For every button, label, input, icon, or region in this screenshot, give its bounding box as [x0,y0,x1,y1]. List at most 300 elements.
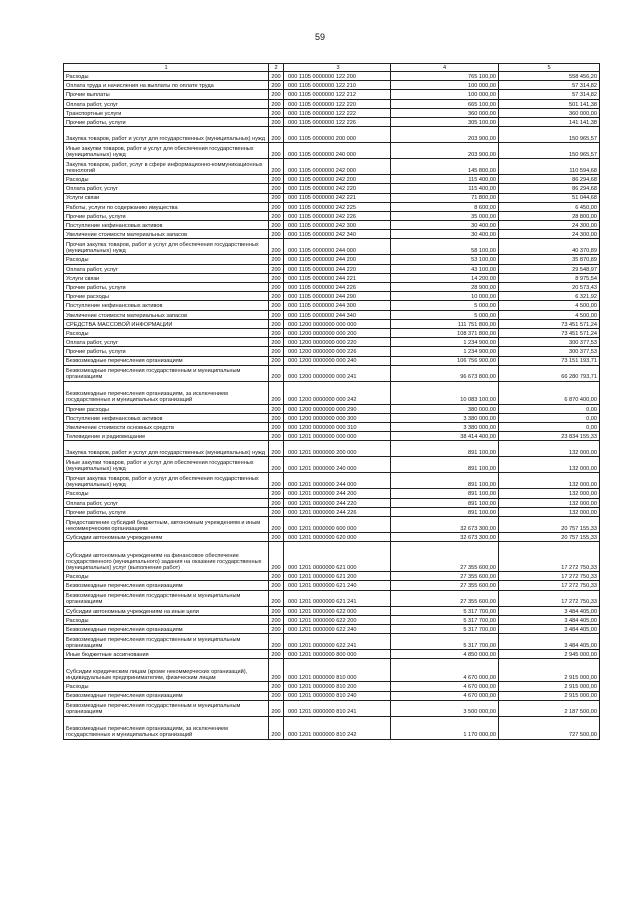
row-name-cell: Увеличение стоимости материальных запасов [64,230,269,239]
row-executed-amount-cell: 132 000,00 [499,441,600,457]
row-name-cell: Увеличение стоимости материальных запасов [64,310,269,319]
row-name-cell: Прочие работы, услуги [64,347,269,356]
row-approved-amount-cell: 100 000,00 [391,90,499,99]
row-name-cell: Безвозмездные перечисления государственным и муниципальным организациям [64,700,269,716]
row-code-cell: 200 [269,239,284,255]
table-row [64,356,600,365]
table-row [64,127,600,143]
row-approved-amount-cell: 4 670 000,00 [391,691,499,700]
row-code-cell: 200 [269,202,284,211]
row-approved-amount-cell: 27 355 600,00 [391,572,499,581]
row-name-cell: Закупка товаров, работ и услуг для государственных (муниципальных) нужд [64,127,269,143]
row-executed-amount-cell: 57 314,82 [499,81,600,90]
row-budget-code-cell: 000 1200 0000000 000 241 [284,365,391,381]
row-executed-amount-cell: 35 870,89 [499,255,600,264]
table-row [64,230,600,239]
row-approved-amount-cell: 108 371 800,00 [391,328,499,337]
row-executed-amount-cell: 20 757 155,33 [499,533,600,542]
row-code-cell: 200 [269,338,284,347]
row-executed-amount-cell: 23 834 155,33 [499,432,600,441]
row-code-cell: 200 [269,230,284,239]
row-name-cell: Закупка товаров, работ и услуг для государственных (муниципальных) нужд [64,441,269,457]
row-code-cell: 200 [269,356,284,365]
row-code-cell: 200 [269,81,284,90]
row-code-cell: 200 [269,310,284,319]
row-approved-amount-cell: 1 170 000,00 [391,716,499,739]
row-code-cell: 200 [269,533,284,542]
row-approved-amount-cell: 100 000,00 [391,81,499,90]
row-approved-amount-cell: 32 673 300,00 [391,533,499,542]
row-approved-amount-cell: 891 100,00 [391,498,499,507]
table-row [64,159,600,175]
row-budget-code-cell: 000 1200 0000000 000 290 [284,404,391,413]
row-code-cell: 200 [269,716,284,739]
row-budget-code-cell: 000 1105 0000000 122 226 [284,117,391,126]
row-approved-amount-cell: 4 670 000,00 [391,682,499,691]
table-row [64,310,600,319]
row-code-cell: 200 [269,572,284,581]
row-code-cell: 200 [269,221,284,230]
row-name-cell: Безвозмездные перечисления государственным и муниципальным организациям [64,590,269,606]
row-approved-amount-cell: 4 850 000,00 [391,650,499,659]
row-budget-code-cell: 000 1105 0000000 242 200 [284,175,391,184]
row-budget-code-cell: 000 1201 0000000 621 240 [284,581,391,590]
row-approved-amount-cell: 305 100,00 [391,117,499,126]
row-executed-amount-cell: 501 141,38 [499,99,600,108]
row-executed-amount-cell: 300 377,53 [499,338,600,347]
row-approved-amount-cell: 27 355 600,00 [391,542,499,572]
table-row [64,273,600,282]
row-budget-code-cell: 000 1201 0000000 622 000 [284,606,391,615]
row-executed-amount-cell: 300 377,53 [499,347,600,356]
table-row [64,457,600,473]
row-name-cell: Поступление нефинансовых активов [64,221,269,230]
table-row [64,365,600,381]
table-row [64,221,600,230]
row-budget-code-cell: 000 1105 0000000 122 222 [284,108,391,117]
row-name-cell: Безвозмездные перечисления государственным и муниципальным организациям [64,365,269,381]
row-approved-amount-cell: 5 000,00 [391,301,499,310]
row-name-cell: Расходы [64,615,269,624]
row-name-cell: Прочая закупка товаров, работ и услуг для обеспечения государственных (муниципальных) нужд [64,239,269,255]
table-row [64,624,600,633]
row-executed-amount-cell: 141 141,38 [499,117,600,126]
row-approved-amount-cell: 665 100,00 [391,99,499,108]
row-code-cell: 200 [269,441,284,457]
row-name-cell: Расходы [64,682,269,691]
row-name-cell: Оплата работ, услуг [64,338,269,347]
row-budget-code-cell: 000 1201 0000000 622 240 [284,624,391,633]
row-approved-amount-cell: 8 600,00 [391,202,499,211]
row-name-cell: Безвозмездные перечисления организациям [64,581,269,590]
table-row [64,347,600,356]
row-name-cell: Расходы [64,328,269,337]
row-executed-amount-cell: 66 280 793,71 [499,365,600,381]
row-executed-amount-cell: 20 757 155,33 [499,517,600,533]
table-row [64,590,600,606]
column-header: 4 [391,64,499,72]
table-row [64,117,600,126]
row-approved-amount-cell: 43 100,00 [391,264,499,273]
table-row [64,542,600,572]
row-name-cell: Расходы [64,72,269,81]
row-approved-amount-cell: 38 414 400,00 [391,432,499,441]
table-header-row [64,64,600,72]
row-code-cell: 200 [269,143,284,159]
row-name-cell: Предоставление субсидий бюджетным, автономным учреждениям и иным некоммерческим организациям [64,517,269,533]
row-executed-amount-cell: 132 000,00 [499,498,600,507]
row-budget-code-cell: 000 1201 0000000 810 240 [284,691,391,700]
row-code-cell: 200 [269,159,284,175]
row-budget-code-cell: 000 1201 0000000 810 000 [284,659,391,682]
table-row [64,255,600,264]
row-executed-amount-cell: 150 965,57 [499,143,600,159]
row-approved-amount-cell: 111 751 800,00 [391,319,499,328]
row-executed-amount-cell: 17 272 750,33 [499,572,600,581]
row-budget-code-cell: 000 1105 0000000 244 226 [284,283,391,292]
row-code-cell: 200 [269,457,284,473]
table-row [64,533,600,542]
row-executed-amount-cell: 17 272 750,33 [499,542,600,572]
table-row [64,72,600,81]
table-row [64,489,600,498]
row-budget-code-cell: 000 1201 0000000 244 220 [284,498,391,507]
row-code-cell: 200 [269,404,284,413]
row-code-cell: 200 [269,517,284,533]
table-row [64,319,600,328]
row-executed-amount-cell: 51 044,68 [499,193,600,202]
row-executed-amount-cell: 558 456,20 [499,72,600,81]
row-code-cell: 200 [269,292,284,301]
row-approved-amount-cell: 3 380 000,00 [391,423,499,432]
row-approved-amount-cell: 10 083 100,00 [391,381,499,404]
row-name-cell: Телевидение и радиовещание [64,432,269,441]
row-approved-amount-cell: 115 400,00 [391,175,499,184]
row-budget-code-cell: 000 1201 0000000 244 000 [284,473,391,489]
row-name-cell: Иные бюджетные ассигнования [64,650,269,659]
row-approved-amount-cell: 115 400,00 [391,184,499,193]
row-budget-code-cell: 000 1201 0000000 621 200 [284,572,391,581]
row-name-cell: Безвозмездные перечисления организациям [64,691,269,700]
table-row [64,404,600,413]
row-approved-amount-cell: 891 100,00 [391,473,499,489]
row-name-cell: Работы, услуги по содержанию имущества [64,202,269,211]
row-executed-amount-cell: 360 000,00 [499,108,600,117]
table-row [64,441,600,457]
table-row [64,184,600,193]
row-approved-amount-cell: 5 317 700,00 [391,606,499,615]
row-name-cell: Оплата работ, услуг [64,264,269,273]
column-header: 5 [499,64,600,72]
row-name-cell: Безвозмездные перечисления организациям [64,356,269,365]
row-executed-amount-cell: 17 272 750,33 [499,590,600,606]
table-row [64,507,600,516]
table-row [64,581,600,590]
table-row [64,81,600,90]
row-name-cell: Безвозмездные перечисления государственным и муниципальным организациям [64,634,269,650]
table-row [64,283,600,292]
row-executed-amount-cell: 73 151 193,71 [499,356,600,365]
row-budget-code-cell: 000 1105 0000000 244 340 [284,310,391,319]
row-budget-code-cell: 000 1105 0000000 122 210 [284,81,391,90]
row-code-cell: 200 [269,682,284,691]
row-name-cell: Прочие работы, услуги [64,507,269,516]
table-row [64,413,600,422]
row-executed-amount-cell: 132 000,00 [499,489,600,498]
row-approved-amount-cell: 71 800,00 [391,193,499,202]
row-budget-code-cell: 000 1105 0000000 244 221 [284,273,391,282]
row-executed-amount-cell: 29 548,97 [499,264,600,273]
row-executed-amount-cell: 2 915 000,00 [499,691,600,700]
row-budget-code-cell: 000 1200 0000000 000 240 [284,356,391,365]
row-code-cell: 200 [269,99,284,108]
row-name-cell: Оплата работ, услуг [64,184,269,193]
row-code-cell: 200 [269,650,284,659]
row-code-cell: 200 [269,184,284,193]
row-name-cell: Расходы [64,572,269,581]
row-code-cell: 200 [269,691,284,700]
row-executed-amount-cell: 40 370,89 [499,239,600,255]
row-code-cell: 200 [269,255,284,264]
row-executed-amount-cell: 4 500,00 [499,310,600,319]
row-budget-code-cell: 000 1105 0000000 244 300 [284,301,391,310]
row-approved-amount-cell: 4 670 000,00 [391,659,499,682]
row-budget-code-cell: 000 1200 0000000 000 226 [284,347,391,356]
row-code-cell: 200 [269,175,284,184]
table-row [64,634,600,650]
row-approved-amount-cell: 380 000,00 [391,404,499,413]
row-name-cell: Расходы [64,255,269,264]
row-code-cell: 200 [269,507,284,516]
row-executed-amount-cell: 28 800,00 [499,211,600,220]
table-row [64,202,600,211]
row-name-cell: Услуги связи [64,193,269,202]
row-budget-code-cell: 000 1105 0000000 242 000 [284,159,391,175]
table-row [64,301,600,310]
row-name-cell: Субсидии автономным учреждениям [64,533,269,542]
table-row [64,716,600,739]
row-approved-amount-cell: 3 500 000,00 [391,700,499,716]
row-approved-amount-cell: 1 234 900,00 [391,347,499,356]
row-budget-code-cell: 000 1105 0000000 242 220 [284,184,391,193]
row-code-cell: 200 [269,347,284,356]
table-row [64,328,600,337]
row-approved-amount-cell: 32 673 300,00 [391,517,499,533]
row-budget-code-cell: 000 1105 0000000 122 200 [284,72,391,81]
table-row [64,143,600,159]
row-name-cell: Прочие расходы [64,292,269,301]
row-approved-amount-cell: 360 000,00 [391,108,499,117]
row-approved-amount-cell: 203 900,00 [391,143,499,159]
row-executed-amount-cell: 132 000,00 [499,473,600,489]
row-name-cell: Иные закупки товаров, работ и услуг для обеспечения государственных (муниципальных) нужд [64,143,269,159]
row-name-cell: Прочие расходы [64,404,269,413]
row-executed-amount-cell: 57 314,82 [499,90,600,99]
table-row [64,108,600,117]
row-executed-amount-cell: 86 294,68 [499,175,600,184]
row-code-cell: 200 [269,117,284,126]
column-header: 1 [64,64,269,72]
row-code-cell: 200 [269,606,284,615]
row-executed-amount-cell: 3 484 405,00 [499,634,600,650]
row-executed-amount-cell: 6 870 400,00 [499,381,600,404]
row-budget-code-cell: 000 1105 0000000 244 000 [284,239,391,255]
row-executed-amount-cell: 24 300,00 [499,230,600,239]
row-budget-code-cell: 000 1200 0000000 000 242 [284,381,391,404]
page-number: 59 [314,32,325,42]
row-code-cell: 200 [269,127,284,143]
row-budget-code-cell: 000 1201 0000000 244 200 [284,489,391,498]
row-budget-code-cell: 000 1201 0000000 621 000 [284,542,391,572]
row-executed-amount-cell: 86 294,68 [499,184,600,193]
table-row [64,239,600,255]
row-name-cell: Прочая закупка товаров, работ и услуг для обеспечения государственных (муниципальных) нужд [64,473,269,489]
row-budget-code-cell: 000 1105 0000000 244 200 [284,255,391,264]
row-code-cell: 200 [269,624,284,633]
row-code-cell: 200 [269,108,284,117]
row-executed-amount-cell: 73 451 571,24 [499,328,600,337]
row-executed-amount-cell: 2 915 000,00 [499,682,600,691]
row-executed-amount-cell: 2 945 000,00 [499,650,600,659]
row-approved-amount-cell: 5 317 700,00 [391,615,499,624]
row-code-cell: 200 [269,273,284,282]
row-code-cell: 200 [269,365,284,381]
row-name-cell: Расходы [64,489,269,498]
table-row [64,381,600,404]
row-budget-code-cell: 000 1201 0000000 620 000 [284,533,391,542]
row-budget-code-cell: 000 1201 0000000 000 000 [284,432,391,441]
row-executed-amount-cell: 3 484 405,00 [499,624,600,633]
table-body [64,64,600,740]
row-approved-amount-cell: 1 234 900,00 [391,338,499,347]
row-name-cell: Субсидии автономным учреждениям на иные цели [64,606,269,615]
row-name-cell: Оплата работ, услуг [64,498,269,507]
row-code-cell: 200 [269,211,284,220]
row-approved-amount-cell: 30 400,00 [391,221,499,230]
table-row [64,517,600,533]
row-budget-code-cell: 000 1105 0000000 242 221 [284,193,391,202]
row-name-cell: Поступление нефинансовых активов [64,413,269,422]
row-code-cell: 200 [269,283,284,292]
row-approved-amount-cell: 58 100,00 [391,239,499,255]
row-executed-amount-cell: 6 450,00 [499,202,600,211]
table-row [64,473,600,489]
row-approved-amount-cell: 10 000,00 [391,292,499,301]
row-approved-amount-cell: 3 380 000,00 [391,413,499,422]
row-approved-amount-cell: 14 200,00 [391,273,499,282]
table-row [64,700,600,716]
row-budget-code-cell: 000 1105 0000000 122 212 [284,90,391,99]
row-budget-code-cell: 000 1105 0000000 244 290 [284,292,391,301]
table-row [64,175,600,184]
row-approved-amount-cell: 5 317 700,00 [391,624,499,633]
budget-report-table [63,63,600,740]
row-executed-amount-cell: 3 484 405,00 [499,615,600,624]
row-executed-amount-cell: 17 272 750,33 [499,581,600,590]
row-budget-code-cell: 000 1201 0000000 800 000 [284,650,391,659]
row-code-cell: 200 [269,328,284,337]
row-code-cell: 200 [269,432,284,441]
row-executed-amount-cell: 110 594,68 [499,159,600,175]
row-code-cell: 200 [269,72,284,81]
row-budget-code-cell: 000 1201 0000000 240 000 [284,457,391,473]
row-name-cell: Услуги связи [64,273,269,282]
table-row [64,572,600,581]
row-budget-code-cell: 000 1201 0000000 600 000 [284,517,391,533]
row-name-cell: СРЕДСТВА МАССОВОЙ ИНФОРМАЦИИ [64,319,269,328]
row-code-cell: 200 [269,423,284,432]
row-code-cell: 200 [269,700,284,716]
table-row [64,211,600,220]
row-budget-code-cell: 000 1201 0000000 622 241 [284,634,391,650]
row-approved-amount-cell: 53 100,00 [391,255,499,264]
table-row [64,338,600,347]
row-name-cell: Транспортные услуги [64,108,269,117]
row-executed-amount-cell: 8 975,54 [499,273,600,282]
row-code-cell: 200 [269,590,284,606]
row-budget-code-cell: 000 1105 0000000 244 220 [284,264,391,273]
row-name-cell: Прочие работы, услуги [64,117,269,126]
table-row [64,90,600,99]
row-budget-code-cell: 000 1105 0000000 242 300 [284,221,391,230]
table-row [64,99,600,108]
row-code-cell: 200 [269,193,284,202]
row-name-cell: Прочие работы, услуги [64,283,269,292]
row-budget-code-cell: 000 1105 0000000 242 226 [284,211,391,220]
table-row [64,691,600,700]
row-approved-amount-cell: 891 100,00 [391,441,499,457]
table-row [64,423,600,432]
row-budget-code-cell: 000 1105 0000000 242 225 [284,202,391,211]
row-budget-code-cell: 000 1201 0000000 621 241 [284,590,391,606]
row-executed-amount-cell: 0,00 [499,413,600,422]
row-code-cell: 200 [269,413,284,422]
row-budget-code-cell: 000 1200 0000000 000 200 [284,328,391,337]
row-approved-amount-cell: 5 317 700,00 [391,634,499,650]
row-name-cell: Увеличение стоимости основных средств [64,423,269,432]
row-approved-amount-cell: 203 900,00 [391,127,499,143]
row-budget-code-cell: 000 1105 0000000 122 220 [284,99,391,108]
row-approved-amount-cell: 35 000,00 [391,211,499,220]
table-row [64,292,600,301]
row-code-cell: 200 [269,498,284,507]
row-executed-amount-cell: 2 187 500,00 [499,700,600,716]
row-approved-amount-cell: 145 800,00 [391,159,499,175]
row-executed-amount-cell: 132 000,00 [499,507,600,516]
column-header: 3 [284,64,391,72]
row-name-cell: Расходы [64,175,269,184]
table-row [64,432,600,441]
table-row [64,615,600,624]
row-approved-amount-cell: 96 673 800,00 [391,365,499,381]
row-budget-code-cell: 000 1201 0000000 810 200 [284,682,391,691]
row-name-cell: Поступление нефинансовых активов [64,301,269,310]
row-executed-amount-cell: 132 000,00 [499,457,600,473]
row-executed-amount-cell: 150 965,57 [499,127,600,143]
row-name-cell: Субсидии юридическим лицам (кроме некоммерческих организаций), индивидуальным предпринимателям, физическим лицам [64,659,269,682]
row-executed-amount-cell: 73 451 571,24 [499,319,600,328]
row-budget-code-cell: 000 1201 0000000 810 241 [284,700,391,716]
row-budget-code-cell: 000 1201 0000000 810 242 [284,716,391,739]
row-name-cell: Оплата работ, услуг [64,99,269,108]
row-budget-code-cell: 000 1201 0000000 244 226 [284,507,391,516]
column-header: 2 [269,64,284,72]
row-budget-code-cell: 000 1201 0000000 622 200 [284,615,391,624]
row-budget-code-cell: 000 1200 0000000 000 000 [284,319,391,328]
row-approved-amount-cell: 28 900,00 [391,283,499,292]
row-approved-amount-cell: 27 355 600,00 [391,581,499,590]
table-row [64,659,600,682]
